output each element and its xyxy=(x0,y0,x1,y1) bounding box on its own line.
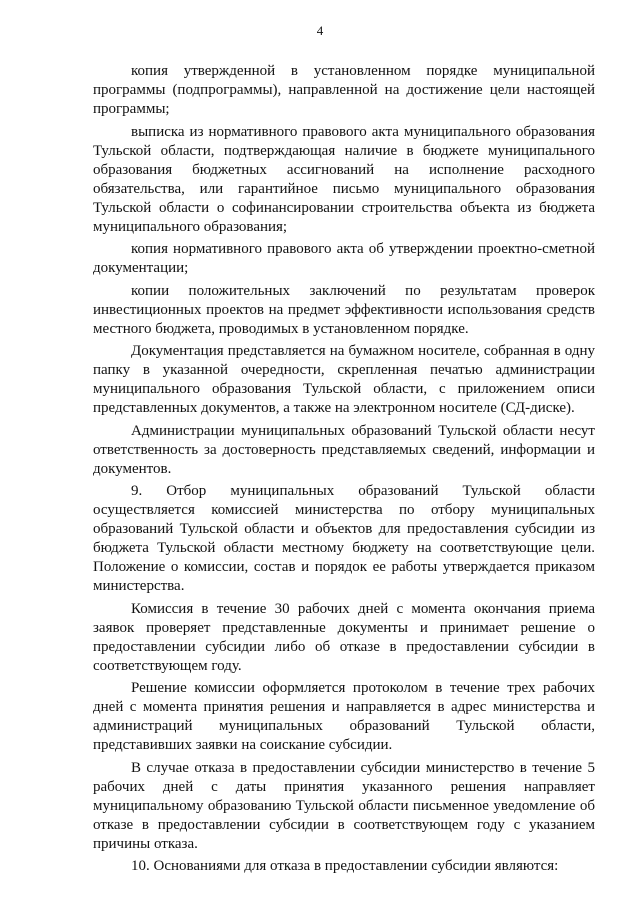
paragraph-documentation-submission: Документация представляется на бумажном носителе, собранная в одну папку в указанной очередности, скрепленная печатью администрации муниципального образования Тульской области, с приложением описи представленных документов, а также на электронном носителе (СД-диске). xyxy=(93,343,595,416)
paragraph-program-copy: копия утвержденной в установленном порядке муниципальной программы (подпрограммы), направленной на достижение цели настоящей программы; xyxy=(93,63,595,117)
paragraph-item-10-refusal-grounds: 10. Основаниями для отказа в предоставлении субсидии являются: xyxy=(131,858,559,874)
paragraph-item-9-selection: 9. Отбор муниципальных образований Тульской области осуществляется комиссией министерства по отбору муниципальных образований Тульской области и объектов для предоставления субсидии из бюджета Тульской области местному бюджету на соответствующие цели. Положение о комиссии, состав и порядок ее работы утверждается приказом министерства. xyxy=(93,483,595,594)
paragraph-commission-decision: Решение комиссии оформляется протоколом в течение трех рабочих дней с момента принятия решения и направляется в адрес министерства и администраций муниципальных образований Тульской области, представивших заявки на соискание субсидии. xyxy=(93,680,595,753)
paragraph-budget-extract: выписка из нормативного правового акта муниципального образования Тульской области, подтверждающая наличие в бюджете муниципального образования бюджетных ассигнований на исполнение расходного обязательства, или гарантийное письмо муниципального образования Тульской области о софинансировании строительства объекта из бюджета муниципального образования; xyxy=(93,123,595,235)
paragraph-administration-responsibility: Администрации муниципальных образований Тульской области несут ответственность за достоверность представляемых сведений, информации и документов. xyxy=(93,422,595,477)
paragraph-design-estimate-act: копия нормативного правового акта об утверждении проектно-сметной документации; xyxy=(93,241,595,276)
paragraph-commission-review: Комиссия в течение 30 рабочих дней с момента окончания приема заявок проверяет представленные документы и принимает решение о предоставлении субсидии либо об отказе в предоставлении субсидии в соответствующем году. xyxy=(93,600,595,674)
body-text xyxy=(93,62,595,876)
paragraph-refusal-notice: В случае отказа в предоставлении субсидии министерство в течение 5 рабочих дней с даты принятия указанного решения направляет муниципальному образованию Тульской области письменное уведомление об отказе в предоставлении субсидии в соответствующем году с указанием причины отказа. xyxy=(93,759,595,852)
page-number: 4 xyxy=(316,23,324,38)
paragraph-positive-conclusions: копии положительных заключений по результатам проверок инвестиционных проектов на предмет эффективности использования средств местного бюджета, проводимых в установленном порядке. xyxy=(93,282,595,337)
